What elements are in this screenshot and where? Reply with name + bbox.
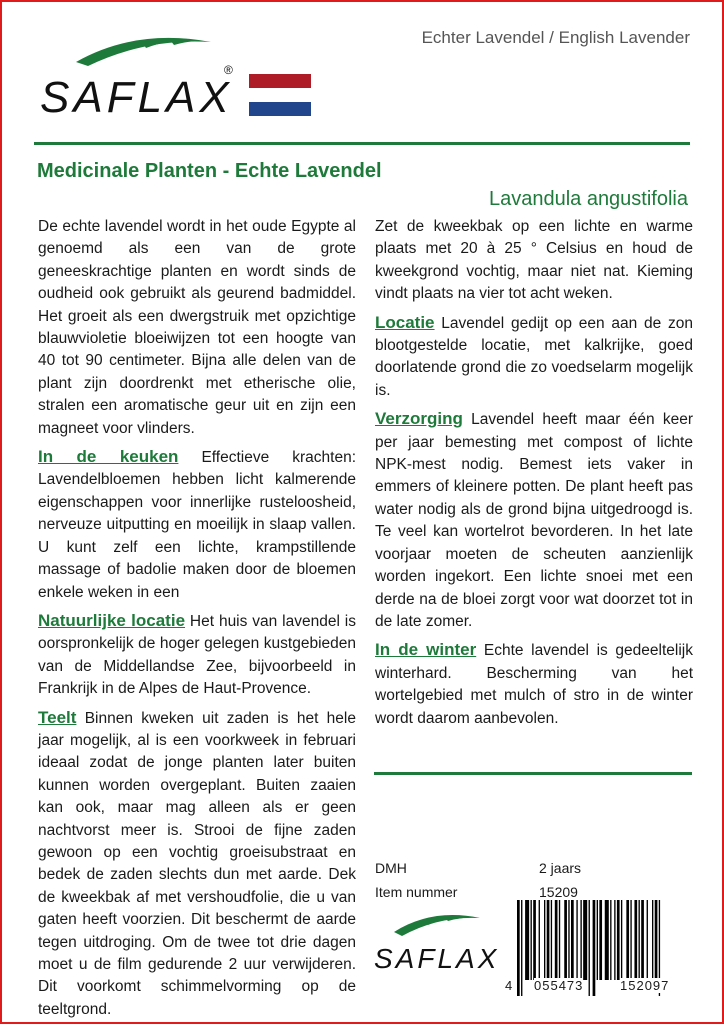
barcode-group-1: 055473 [534,978,584,993]
barcode-bar [652,900,653,980]
locatie-heading: Locatie [375,312,435,332]
barcode-bar [634,900,637,980]
dutch-flag-icon [249,74,311,116]
barcode-bar [593,900,596,996]
barcode-bar [555,900,558,980]
item-number-value: 15209 [539,884,578,900]
barcode-bar [655,900,658,980]
teelt-text: Binnen kweken uit zaden is het hele jaar mogelijk, al is een voorkweek in februari ideaal zodat de jonge planten later buiten kunnen worden overgeplant. Buiten zaaien kan ook, maar mag alleen als er geen nachtvorst meer is. Strooi de fijne zaden gewoon op een vochtig groeisubstraat en bedek de zaden slechts dun met aarde. Dek de kweekbak af met vershoudfolie, die u van gaten heeft voorzien. Dit beschermt de aarde tegen uitdroging. Om de twee tot drie dagen moet u de film gedurende 2 uur verwijderen. Dit voorkomt schimmelvorming op de teeltgrond. [38,709,356,1018]
right-intro-paragraph: Zet de kweekbak op een lichte en warme plaats met 20 à 25 ° Celsius en houd de kweekgrond vochtig, maar niet nat. Kieming vindt plaats na vier tot acht weken. [375,218,693,303]
barcode-bar [583,900,587,980]
verzorging-heading: Verzorging [375,409,463,429]
dmh-label: DMH [375,860,407,876]
barcode-bar [605,900,609,980]
locatie-paragraph [375,312,693,403]
saflax-logo [36,32,246,132]
winter-paragraph [375,639,693,730]
barcode-first-digit: 4 [505,978,513,993]
barcode-bar [568,900,569,980]
latin-name: Lavandula angustifolia [488,188,688,210]
barcode-bar [599,900,602,980]
bottom-divider [374,772,692,775]
barcode-bar [639,900,640,980]
keuken-text: Effectieve krachten: Lavendelbloemen hebben licht kalmerende eigenschappen voor innerlijke rusteloosheid, nerveuze uitputting en moeilijk in slaap vallen. U kunt zelf een lichte, krampstillende massage of badolie maken door de bloemen enkele weken in een [38,449,357,601]
barcode-bar [533,900,536,980]
brand-wordmark-small: SAFLAX [374,943,500,974]
barcode-bar [571,900,574,980]
brand-wordmark: SAFLAX [40,73,233,122]
natuurlijk-paragraph [38,610,356,701]
barcode-bar [559,900,560,980]
barcode-bar [647,900,648,980]
saflax-logo-small [370,910,500,982]
barcode-bar [617,900,620,980]
winter-text: Echte lavendel is gedeeltelijk winterhard. Bescherming van het wortelgebied met mulch of stro in de winter wordt daarom aanbevolen. [375,642,693,727]
barcode-bar [544,900,545,980]
keuken-paragraph [38,446,356,604]
teelt-paragraph [38,707,356,1022]
barcode-bar [576,900,577,980]
top-divider [34,142,690,145]
barcode-bar [614,900,615,980]
barcode-bar [521,900,522,996]
locatie-text: Lavendel gedijt op een aan de zon blootgestelde locatie, met kalkrijke, goed doorlatende grond die zo voedselarm mogelijk is. [375,314,693,399]
barcode-bar [626,900,629,980]
page-title: Medicinale Planten - Echte Lavendel [37,160,382,182]
barcode-bar [551,900,552,980]
teelt-heading: Teelt [38,707,77,727]
barcode-group-2: 152097 [620,978,670,993]
barcode-bar [589,900,590,996]
product-name: Echter Lavendel / English Lavender [421,28,690,47]
barcode-bar [597,900,598,980]
winter-heading: In de winter [375,640,477,660]
intro-paragraph: De echte lavendel wordt in het oude Egypte al genoemd als een van de grote geneeskrachtige planten en wordt sinds de oudheid ook gebruikt als geurend badmiddel. Het groeit als een dwergstruik met opzichtige blauwvioletie bloeiwijzen tot een hoogte van 40 tot 90 centimeter. Bijna alle delen van de plant zijn doordrenkt met etherische olie, stralen een aromatische geur uit en zijn een magneet voor vlinders. [38,218,356,437]
item-number-label: Item nummer [375,884,458,900]
barcode-bar [630,900,631,980]
barcode-bar [641,900,644,980]
left-column [38,216,356,1027]
keuken-heading: In de keuken [38,447,179,467]
registered-mark: ® [224,63,233,77]
barcode-bar [564,900,567,980]
natuurlijk-text: Het huis van lavendel is oorspronkelijk de hoger gelegen kustgebieden van de Middellandse Zee, bijvoorbeeld in Frankrijk in de Alpes de Haut-Provence. [38,612,356,698]
barcode-bar [531,900,532,980]
verzorging-text: Lavendel heeft maar één keer per jaar bemesting met compost of lichte NPK-mest nodig. Bemest iets vaker in emmers of kleinere potten. De plant heeft pas water nodig als de grond bijna uitgedroogd is. Te veel kan wortelrot bevorderen. In het late voorjaar moeten de scheuten aanzienlijk worden ingekort. Een lichte snoei met een derde na de bloei zorgt voor wat doorzet tot in de late zomer. [375,411,693,630]
barcode-bar [525,900,529,980]
barcode-bar [539,900,540,980]
barcode-bar [580,900,581,980]
barcode-bar [621,900,622,980]
barcode-bar [610,900,611,980]
dmh-value: 2 jaars [539,860,582,876]
verzorging-paragraph [375,408,693,633]
natuurlijk-heading: Natuurlijke locatie [38,610,186,630]
barcode-bar [517,900,520,996]
barcode-bar [547,900,550,980]
right-column [375,216,693,736]
